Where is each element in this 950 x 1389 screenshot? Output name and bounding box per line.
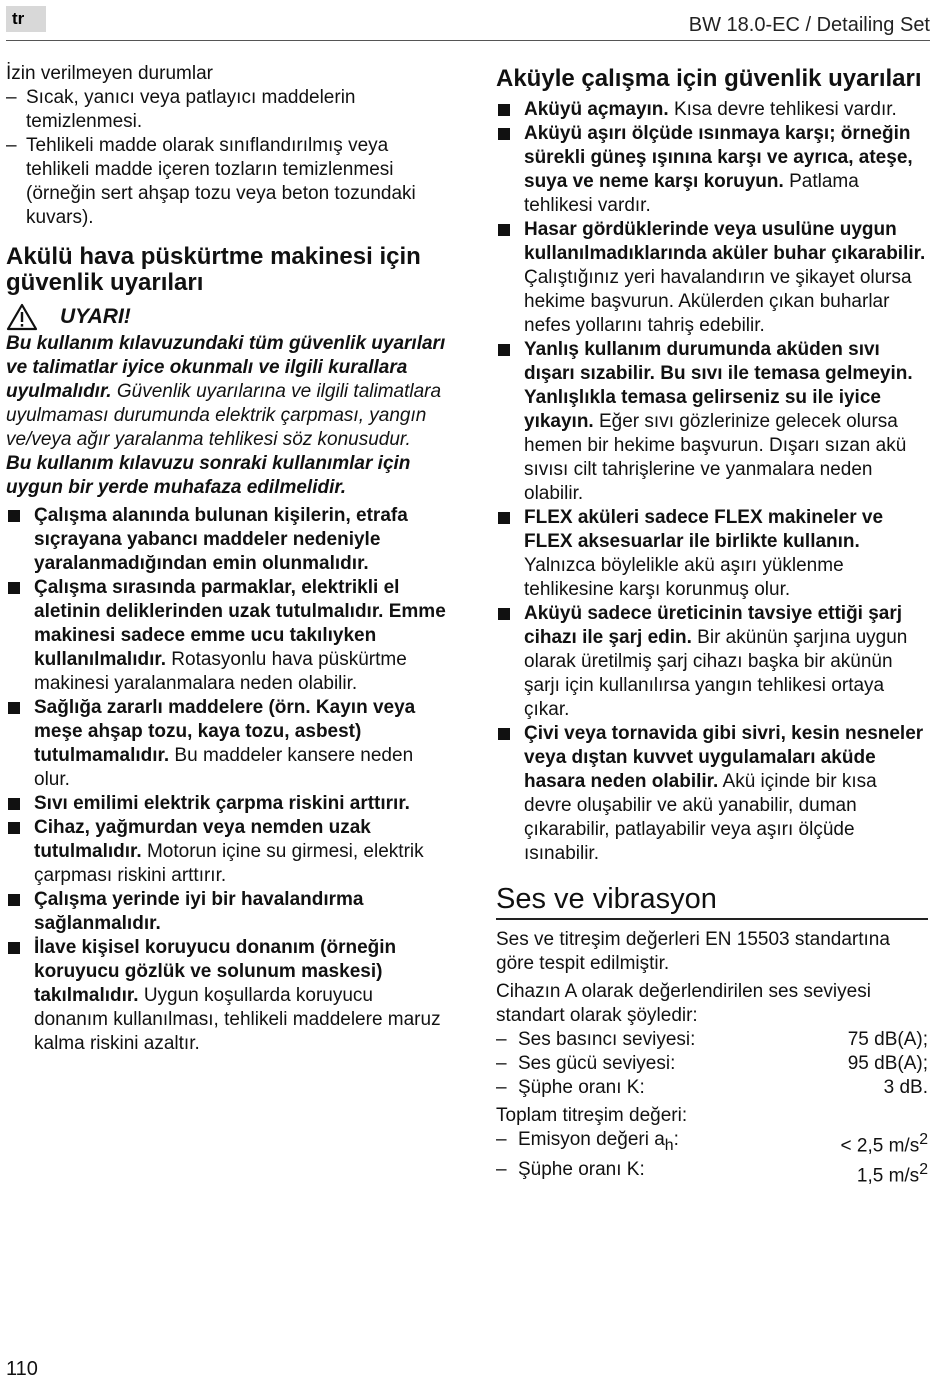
section-title-sound: Ses ve vibrasyon (496, 882, 928, 920)
bullet-square-icon (8, 702, 20, 714)
warning-bold: Bu kullanım kılavuzundaki tüm güvenlik uyarıları ve talimatlar iyice okunmalı ve ilgili kurallara uyulmalıdır. (6, 333, 446, 402)
section-title-battery: Aküyle çalışma için güvenlik uyarıları (496, 65, 922, 92)
intro-list (6, 86, 446, 230)
list-item: Çalışma alanında bulunan kişilerin, etrafa sıçrayana yabancı maddeler nedeniyle yaralanmadığından emin olunmalıdır. (6, 504, 446, 576)
list-item: Çalışma sırasında parmaklar, elektrikli el aletinin deliklerinden uzak tutulmalıdır. Emme makinesi sadece emme ucu takılıyken kullanılmalıdır. Rotasyonlu hava püskürtme makinesi yaralanmalara neden olabilir. (6, 576, 446, 696)
bullet-square-icon (498, 344, 510, 356)
list-item: Yanlış kullanım durumunda aküden sıvı dışarı sızabilir. Bu sıvı ile temasa gelmeyin. Yanlışlıkla temasa gelirseniz su ile iyice yıkayın. Eğer sıvı gözlerinize gelecek olursa hemen bir hekime başvurun. Dışarı sızan akü sıvısı cilt tahrişlerine ve yanmalara neden olabilir. (496, 338, 928, 506)
document-title: BW 18.0-EC / Detailing Set (688, 14, 930, 36)
vibration-title: Toplam titreşim değeri: (496, 1105, 688, 1126)
warning-triangle-icon (6, 303, 38, 331)
page-number: 110 (6, 1358, 38, 1380)
bullet-square-icon (8, 894, 20, 906)
sound-paragraph-1: Ses ve titreşim değerleri EN 15503 standartına göre tespit edilmiştir. (496, 929, 890, 974)
intro-title: İzin verilmeyen durumlar (6, 63, 213, 84)
warning-header (6, 302, 446, 332)
list-item: Sıvı emilimi elektrik çarpma riskini arttırır. (6, 792, 446, 816)
list-item: Çivi veya tornavida gibi sivri, kesin nesneler veya dıştan kuvvet uygulamaları aküde hasara neden olabilir. Akü içinde bir kısa devre oluşabilir ve akü yanabilir, duman çıkarabilir, patlayabilir veya aşırı ölçüde ısınabilir. (496, 722, 928, 866)
section-title-blower: Akülü hava püskürtme makinesi için güvenlik uyarıları (6, 243, 421, 296)
spec-row: – Emisyon değeri $a_h$: < 2,5 $m/s^2$ (496, 1128, 928, 1158)
intro-item: – Sıcak, yanıcı veya patlayıcı maddelerin temizlenmesi. (6, 86, 446, 134)
list-item: Aküyü açmayın. Kısa devre tehlikesi vardır. (496, 98, 928, 122)
list-item: Hasar gördüklerinde veya usulüne uygun kullanılmadıklarında aküler buhar çıkarabilir. Çalıştığınız yeri havalandırın ve şikayet olursa hekime başvurun. Akülerden çıkan buharlar nefes yollarını tahriş edebilir. (496, 218, 928, 338)
blower-safety-list (6, 504, 446, 1056)
spec-row: – Ses basıncı seviyesi: 75 dB(A); (496, 1028, 928, 1052)
list-item: Aküyü sadece üreticinin tavsiye ettiği şarj cihazı ile şarj edin. Bir akünün şarjına uygun olarak üretilmiş şarj cihazı başka bir akünün şarjı için kullanılırsa yangın tehlikesi ortaya çıkar. (496, 602, 928, 722)
bullet-square-icon (498, 608, 510, 620)
right-column (496, 62, 928, 1189)
left-column (6, 62, 446, 1056)
list-item: Aküyü aşırı ölçüde ısınmaya karşı; örneğin sürekli güneş ışınına karşı ve ayrıca, ateşe, suya ve neme karşı koruyun. Patlama tehlikesi vardır. (496, 122, 928, 218)
language-tag: tr (6, 6, 46, 32)
bullet-square-icon (8, 822, 20, 834)
spec-row: – Şüphe oranı K: 1,5 $m/s^2$ (496, 1158, 928, 1188)
sound-spec-list (496, 1028, 928, 1100)
bullet-square-icon (498, 224, 510, 236)
list-item: Sağlığa zararlı maddelere (örn. Kayın veya meşe ahşap tozu, kaya tozu, asbest) tutulmamalıdır. Bu maddeler kansere neden olur. (6, 696, 446, 792)
bullet-square-icon (498, 728, 510, 740)
bullet-square-icon (498, 512, 510, 524)
list-item: İlave kişisel koruyucu donanım (örneğin koruyucu gözlük ve solunum maskesi) takılmalıdır. Uygun koşullarda koruyucu donanım kullanılması, tehlikeli maddelere maruz kalma riskini azaltır. (6, 936, 446, 1056)
sound-paragraph-2: Cihazın A olarak değerlendirilen ses seviyesi standart olarak şöyledir: (496, 981, 871, 1026)
page-header (6, 6, 930, 41)
bullet-square-icon (8, 798, 20, 810)
bullet-square-icon (8, 942, 20, 954)
warning-text: Güvenlik uyarılarına ve ilgili talimatlara uyulmaması durumunda elektrik çarpması, yangın ve/veya ağır yaralanma tehlikesi söz konusudur. (6, 381, 442, 450)
spec-row: – Ses gücü seviyesi: 95 dB(A); (496, 1052, 928, 1076)
warning-label: UYARI! (60, 305, 131, 328)
spec-row: – Şüphe oranı K: 3 dB. (496, 1076, 928, 1100)
bullet-square-icon (8, 510, 20, 522)
bullet-square-icon (498, 128, 510, 140)
warning-keep-manual: Bu kullanım kılavuzu sonraki kullanımlar için uygun bir yerde muhafaza edilmelidir. (6, 453, 411, 498)
list-item: Cihaz, yağmurdan veya nemden uzak tutulmalıdır. Motorun içine su girmesi, elektrik çarpması riskini arttırır. (6, 816, 446, 888)
bullet-square-icon (8, 582, 20, 594)
list-item: Çalışma yerinde iyi bir havalandırma sağlanmalıdır. (6, 888, 446, 936)
intro-item: – Tehlikeli madde olarak sınıflandırılmış veya tehlikeli madde içeren tozların temizlenmesi (örneğin sert ahşap tozu veya beton tozundaki kuvars). (6, 134, 446, 230)
list-item: FLEX aküleri sadece FLEX makineler ve FLEX aksesuarlar ile birlikte kullanın. Yalnızca böylelikle akü aşırı yüklenme tehlikesine karşı korunmuş olur. (496, 506, 928, 602)
warning-paragraph (6, 332, 446, 452)
battery-safety-list (496, 98, 928, 866)
bullet-square-icon (498, 104, 510, 116)
vibration-spec-list (496, 1128, 928, 1189)
